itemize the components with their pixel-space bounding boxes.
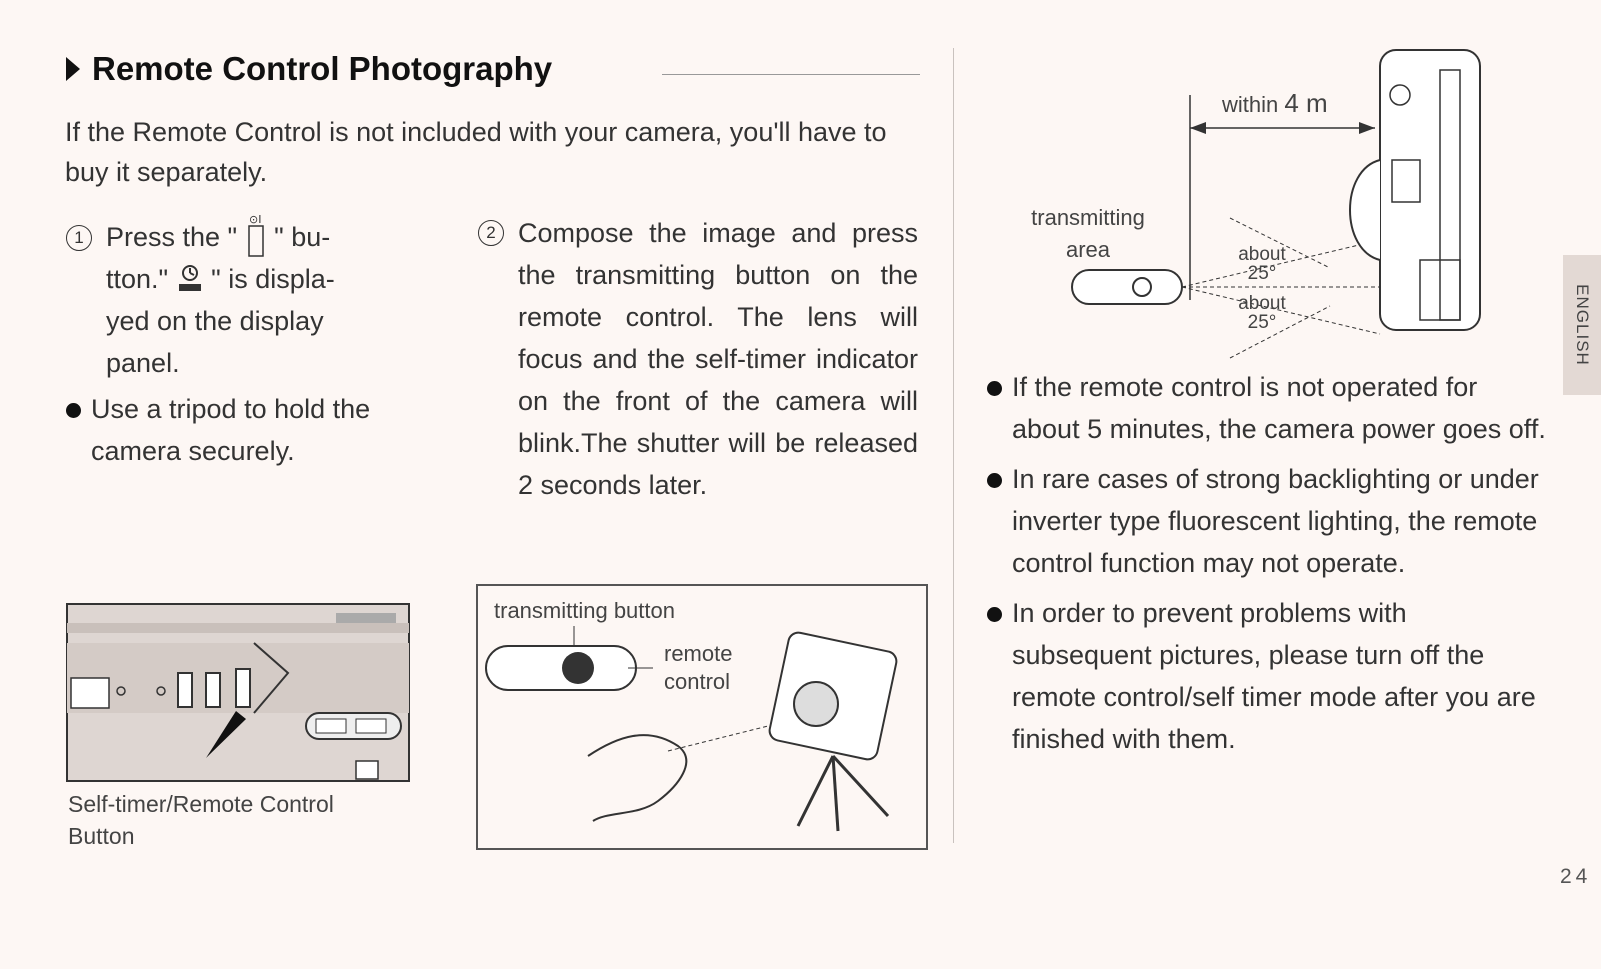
self-timer-button-icon [245, 212, 267, 258]
list-item: In order to prevent problems with subsequent pictures, please turn off the remote control/self timer mode after you are finished with them. [987, 592, 1547, 760]
lower-angle-label: about 25° [1238, 293, 1286, 333]
range-label: within 4 m [1222, 88, 1328, 118]
bullet-icon [987, 473, 1002, 488]
step-1: 1 Press the " ⊙I " bu- tton." " is displa- yed on the display panel. [66, 212, 426, 384]
title-rule [662, 74, 920, 75]
language-tab: ENGLISH [1563, 255, 1601, 395]
bullet-icon [987, 607, 1002, 622]
bullet-icon [66, 403, 81, 418]
button-caption: Self-timer/Remote Control Button [68, 791, 334, 849]
upper-angle-label: about 25° [1238, 244, 1286, 284]
section-title [66, 50, 552, 88]
remote-control-label: remote control [664, 641, 733, 694]
bullet-icon [987, 381, 1002, 396]
intro-text: If the Remote Control is not included with your camera, you'll have to buy it separately. [65, 117, 887, 187]
arrow-marker-icon [66, 57, 80, 81]
list-item: In rare cases of strong backlighting or under inverter type fluorescent lighting, the remote control function may not operate. [987, 458, 1547, 584]
svg-text:⊙I: ⊙I [248, 213, 262, 226]
transmitting-area-label: transmitting area [1031, 205, 1145, 262]
step-number-2: 2 [478, 220, 504, 246]
remote-mode-icon [176, 264, 204, 294]
remote-control-figure [476, 584, 928, 850]
button-closeup-illustration [66, 603, 411, 783]
transmitting-button-label: transmitting button [494, 598, 675, 623]
remote-control-illustration [478, 586, 926, 848]
list-item: If the remote control is not operated for about 5 minutes, the camera power goes off. [987, 366, 1547, 450]
step-2: 2 Compose the image and press the transmitting button on the remote control. The lens will focus and the self-timer indicator on the front of the camera will blink.The shutter will be released 2 seconds later. [478, 212, 928, 506]
column-divider [953, 48, 954, 843]
section-title-text: Remote Control Photography [92, 50, 553, 87]
step-number-1: 1 [66, 225, 92, 251]
page-number: 24 [1560, 865, 1592, 888]
tripod-tip: Use a tripod to hold the camera securely. [66, 388, 416, 472]
notes-list [987, 366, 1547, 768]
